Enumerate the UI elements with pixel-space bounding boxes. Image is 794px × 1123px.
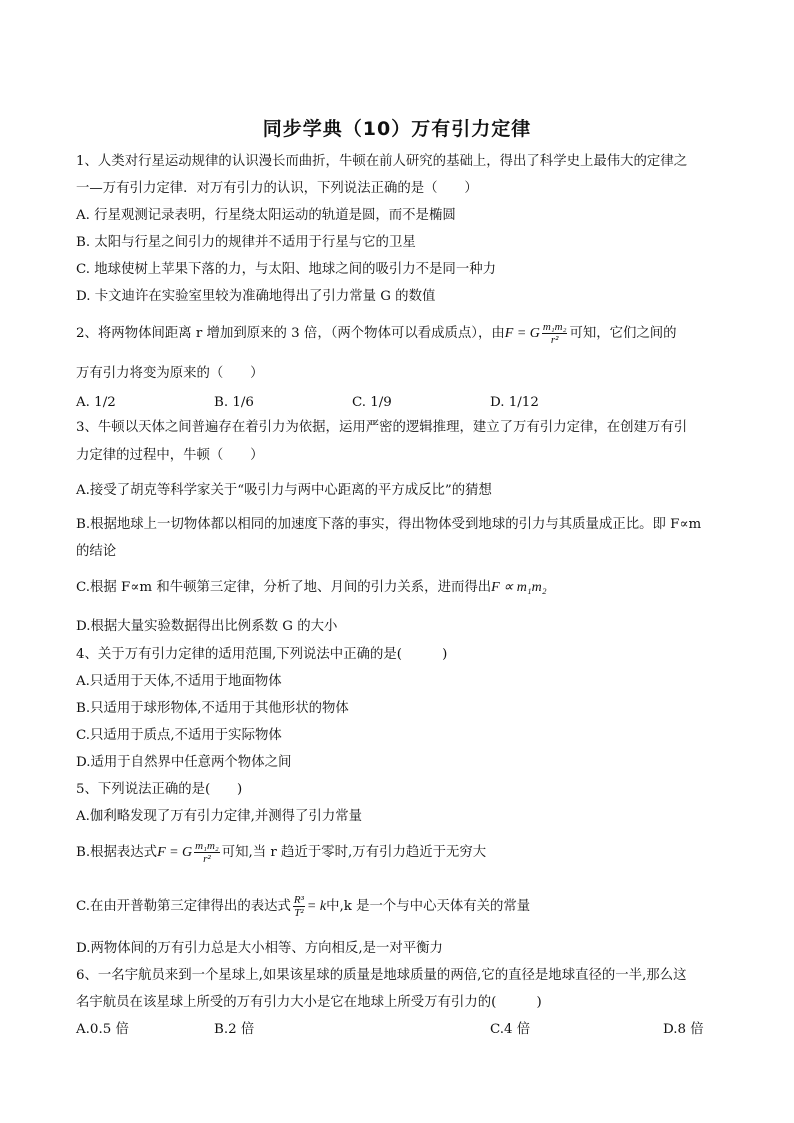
q2-option-a: A. 1/2 (76, 395, 116, 410)
q5-option-c-rhs: = k (306, 899, 327, 914)
q2-formula-fraction (542, 321, 568, 346)
q1-stem-line2: 一—万有引力定律．对万有引力的认识，下列说法正确的是（ ） (76, 181, 478, 196)
q1-option-a: A. 行星观测记录表明，行星绕太阳运动的轨道是圆，而不是椭圆 (76, 208, 456, 223)
q3-option-b-line1: B.根据地球上一切物体都以相同的加速度下落的事实，得出物体受到地球的引力与其质量成正比。即 F∝m (76, 517, 702, 532)
q6-stem-line2: 名宇航员在该星球上所受的万有引力大小是它在地球上所受万有引力的( ) (76, 995, 542, 1010)
q5-stem: 5、下列说法正确的是( ) (76, 782, 243, 797)
q5-option-b-pre: B.根据表达式 (76, 845, 158, 860)
q6-option-c: C.4 倍 (490, 1022, 531, 1037)
q2-option-c: C. 1/9 (352, 395, 392, 410)
q5-option-c-denominator: T² (294, 907, 304, 919)
q1-option-c: C. 地球使树上苹果下落的力，与太阳、地球之间的吸引力不是同一种力 (76, 262, 496, 277)
q5-option-b-denominator: r² (203, 853, 211, 865)
q3-option-c-formula: F ∝ m₁m₂ (491, 580, 547, 595)
q3-stem-line2: 力定律的过程中，牛顿（ ） (76, 448, 264, 463)
q3-option-b-line2: 的结论 (76, 544, 117, 559)
q3-option-c (76, 578, 547, 598)
q5-option-c-pre: C.在由开普勒第三定律得出的表达式 (76, 899, 291, 914)
q4-option-a: A.只适用于天体,不适用于地面物体 (76, 674, 282, 689)
q2-option-d: D. 1/12 (490, 395, 539, 410)
q5-option-a: A.伽利略发现了万有引力定律,并测得了引力常量 (76, 809, 362, 824)
q5-option-c-numerator: R³ (293, 894, 304, 906)
q2-option-b: B. 1/6 (214, 395, 254, 410)
q6-option-b: B.2 倍 (214, 1022, 255, 1037)
q2-stem-pre: 2、将两物体间距离 r 增加到原来的 3 倍，（两个物体可以看成质点），由 (76, 326, 505, 341)
q5-option-c-fraction (293, 894, 305, 919)
q6-stem-line1: 6、一名宇航员来到一个星球上,如果该星球的质量是地球质量的两倍,它的直径是地球直径的一半,那么这 (76, 968, 687, 983)
q4-option-c: C.只适用于质点,不适用于实际物体 (76, 728, 282, 743)
q5-option-b-formula-lhs: F = G (157, 845, 193, 860)
q3-stem-line1: 3、牛顿以天体之间普遍存在着引力为依据，运用严密的逻辑推理，建立了万有引力定律，在创建万有引 (76, 420, 688, 435)
q5-option-b-post: 可知,当 r 趋近于零时,万有引力趋近于无穷大 (221, 845, 487, 860)
q3-option-c-text: C.根据 F∝m 和牛顿第三定律，分析了地、月间的引力关系，进而得出 (76, 580, 492, 595)
q5-option-b (76, 840, 486, 865)
q2-stem-post: 可知，它们之间的 (569, 326, 677, 341)
q3-option-a: A.接受了胡克等科学家关于“吸引力与两中心距离的平方成反比”的猜想 (76, 483, 492, 498)
q1-option-d: D. 卡文迪许在实验室里较为准确地得出了引力常量 G 的数值 (76, 289, 436, 304)
q5-option-d: D.两物体间的万有引力总是大小相等、方向相反,是一对平衡力 (76, 941, 443, 956)
q2-formula-numerator: m₁m₂ (542, 321, 567, 333)
q5-option-b-numerator: m₁m₂ (195, 840, 219, 852)
q4-option-d: D.适用于自然界中任意两个物体之间 (76, 755, 292, 770)
q2-stem-line2: 万有引力将变为原来的（ ） (76, 366, 264, 381)
page-title: 同步学典（10）万有引力定律 (262, 118, 532, 140)
q2-stem-line1 (76, 321, 677, 346)
q5-option-b-fraction (194, 840, 220, 865)
q4-option-b: B.只适用于球形物体,不适用于其他形状的物体 (76, 701, 349, 716)
q6-option-d: D.8 倍 (663, 1022, 704, 1037)
q4-stem: 4、关于万有引力定律的适用范围,下列说法中正确的是( ) (76, 647, 448, 662)
q1-stem-line1: 1、人类对行星运动规律的认识漫长而曲折，牛顿在前人研究的基础上，得出了科学史上最伟大的定律之 (76, 154, 688, 169)
q5-option-c (76, 894, 530, 919)
q2-formula-lhs: F = G (504, 326, 540, 341)
q6-option-a: A.0.5 倍 (76, 1022, 129, 1037)
q2-formula-denominator: r² (550, 334, 559, 346)
q1-option-b: B. 太阳与行星之间引力的规律并不适用于行星与它的卫星 (76, 235, 416, 250)
q3-option-d: D.根据大量实验数据得出比例系数 G 的大小 (76, 619, 338, 634)
q5-option-c-post: 中,k 是一个与中心天体有关的常量 (326, 899, 531, 914)
